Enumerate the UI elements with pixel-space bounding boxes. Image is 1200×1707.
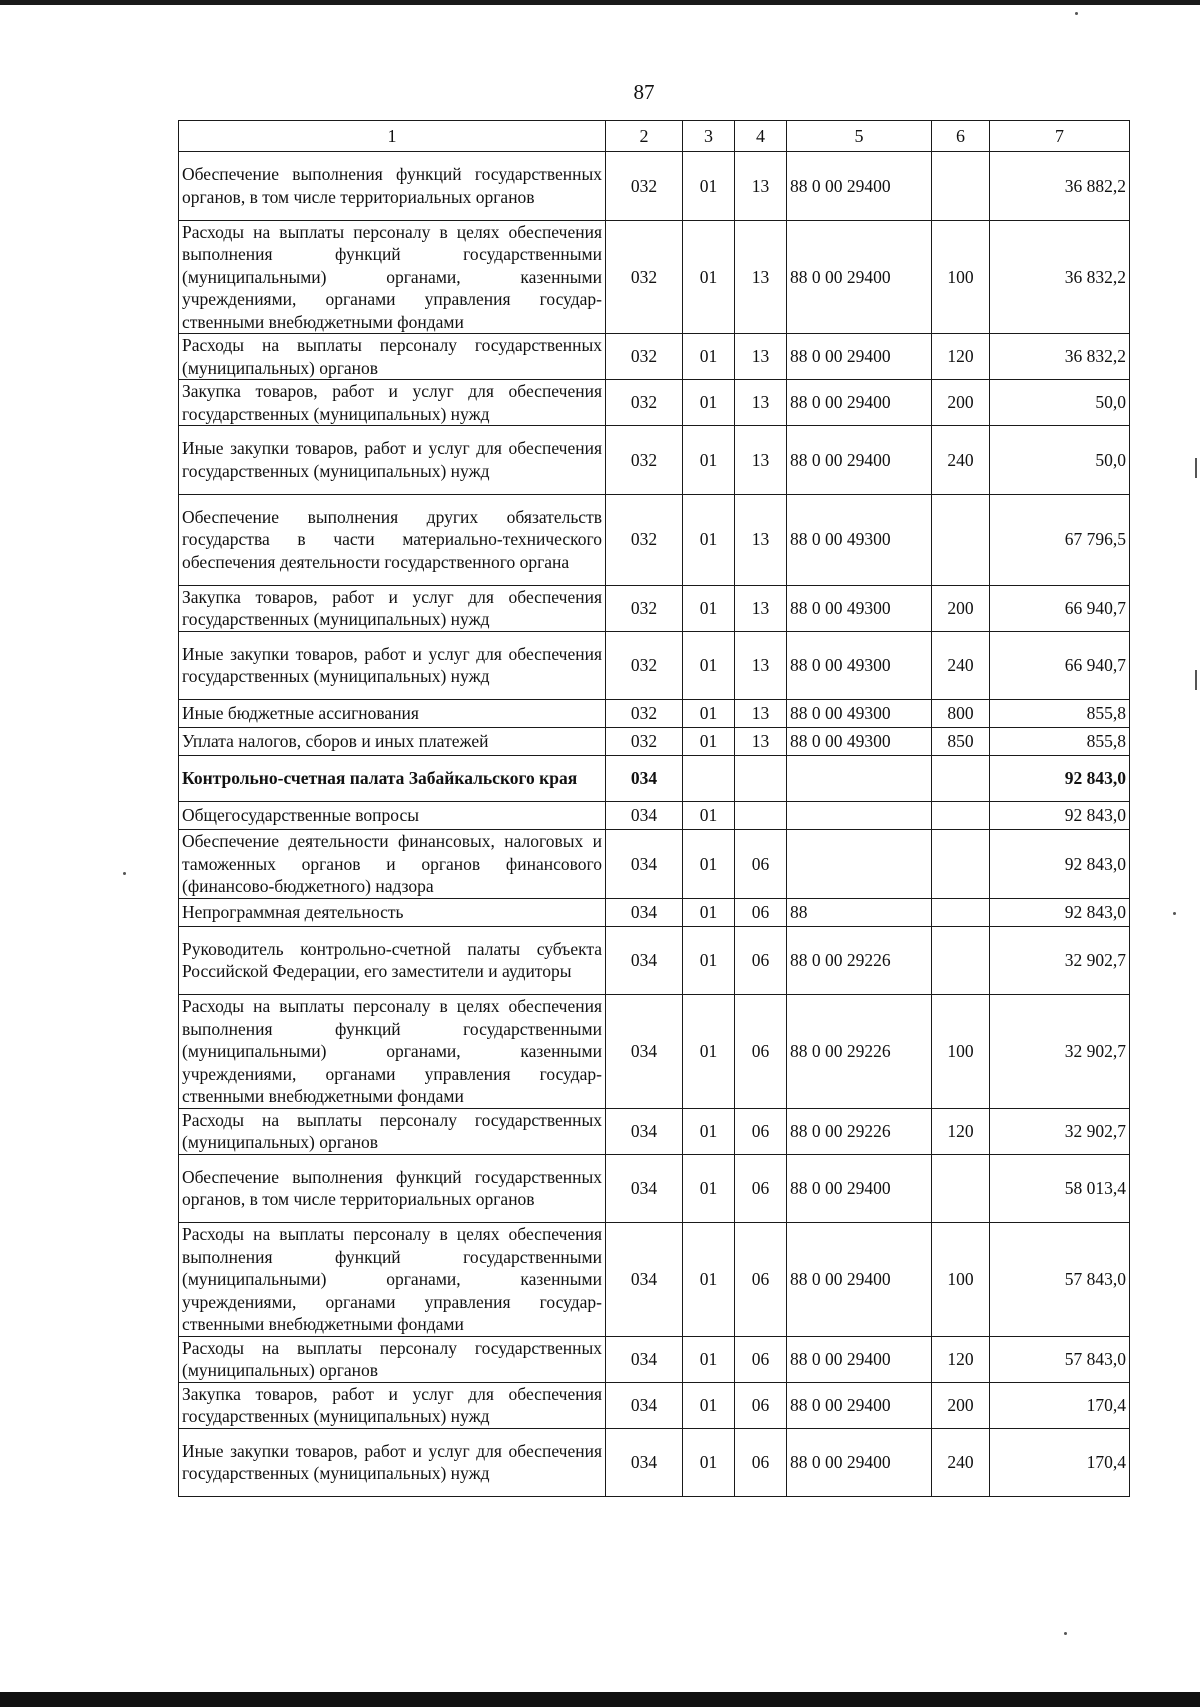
cell-amount: 50,0 (990, 426, 1130, 495)
cell-target-article: 88 0 00 49300 (787, 494, 932, 585)
cell-subsection: 06 (735, 1108, 787, 1154)
cell-code-admin: 034 (606, 1154, 683, 1223)
budget-table (178, 120, 1130, 1497)
table-row (179, 585, 1130, 631)
cell-code-admin: 032 (606, 494, 683, 585)
cell-subsection: 06 (735, 995, 787, 1109)
cell-code-admin: 034 (606, 1108, 683, 1154)
cell-target-article: 88 0 00 29226 (787, 995, 932, 1109)
cell-code-admin: 034 (606, 1382, 683, 1428)
cell-target-article: 88 0 00 29400 (787, 1336, 932, 1382)
cell-amount: 855,8 (990, 728, 1130, 756)
row-name: Расходы на выплаты персоналу в целях обеспечения выполнения функций государственными (муниципальными) органами, казенными учреждениями, органами управления государственными внебюджетными фондами (179, 995, 606, 1109)
cell-amount: 32 902,7 (990, 926, 1130, 995)
cell-section: 01 (683, 494, 735, 585)
cell-subsection: 06 (735, 1154, 787, 1223)
row-name: Закупка товаров, работ и услуг для обеспечения государственных (муниципальных) нужд (179, 585, 606, 631)
table-row (179, 926, 1130, 995)
cell-target-article: 88 0 00 29400 (787, 152, 932, 221)
cell-target-article: 88 0 00 29226 (787, 1108, 932, 1154)
table-row (179, 898, 1130, 926)
cell-amount: 66 940,7 (990, 631, 1130, 700)
cell-section: 01 (683, 152, 735, 221)
cell-expense-type (932, 756, 990, 802)
table-row (179, 830, 1130, 899)
row-name: Руководитель контрольно-счетной палаты субъекта Российской Федерации, его заместители и аудиторы (179, 926, 606, 995)
cell-amount: 50,0 (990, 380, 1130, 426)
cell-subsection: 06 (735, 830, 787, 899)
cell-code-admin: 034 (606, 926, 683, 995)
header-cell: 1 (179, 121, 606, 152)
cell-target-article: 88 0 00 29400 (787, 1154, 932, 1223)
cell-subsection: 13 (735, 585, 787, 631)
cell-expense-type (932, 494, 990, 585)
cell-section: 01 (683, 631, 735, 700)
cell-section: 01 (683, 830, 735, 899)
header-row (179, 121, 1130, 152)
page-number: 87 (633, 80, 655, 104)
cell-amount: 92 843,0 (990, 898, 1130, 926)
cell-code-admin: 032 (606, 728, 683, 756)
cell-expense-type: 200 (932, 585, 990, 631)
cell-amount: 66 940,7 (990, 585, 1130, 631)
row-name: Закупка товаров, работ и услуг для обеспечения государственных (муниципальных) нужд (179, 380, 606, 426)
cell-subsection: 06 (735, 898, 787, 926)
cell-code-admin: 034 (606, 1428, 683, 1497)
cell-section: 01 (683, 1336, 735, 1382)
cell-target-article: 88 0 00 49300 (787, 700, 932, 728)
cell-expense-type: 100 (932, 995, 990, 1109)
header-cell: 3 (683, 121, 735, 152)
cell-expense-type: 240 (932, 631, 990, 700)
cell-amount: 32 902,7 (990, 995, 1130, 1109)
cell-subsection: 13 (735, 220, 787, 334)
cell-section: 01 (683, 1382, 735, 1428)
cell-target-article: 88 (787, 898, 932, 926)
cell-subsection: 13 (735, 334, 787, 380)
cell-section (683, 756, 735, 802)
cell-section: 01 (683, 926, 735, 995)
scan-border-top (0, 0, 1200, 5)
cell-section: 01 (683, 220, 735, 334)
cell-section: 01 (683, 426, 735, 495)
row-name: Обеспечение выполнения других обязательств государства в части материально-технического обеспечения деятельности государственного органа (179, 494, 606, 585)
cell-section: 01 (683, 728, 735, 756)
cell-subsection: 13 (735, 426, 787, 495)
row-name: Расходы на выплаты персоналу в целях обеспечения выполнения функций государственными (муниципальными) органами, казенными учреждениями, органами управления государственными внебюджетными фондами (179, 220, 606, 334)
cell-expense-type (932, 830, 990, 899)
table-row (179, 494, 1130, 585)
cell-section: 01 (683, 380, 735, 426)
cell-subsection (735, 802, 787, 830)
cell-expense-type: 120 (932, 1336, 990, 1382)
cell-target-article: 88 0 00 29400 (787, 1382, 932, 1428)
cell-amount: 57 843,0 (990, 1223, 1130, 1337)
table-row (179, 334, 1130, 380)
table-row (179, 1223, 1130, 1337)
row-name: Общегосударственные вопросы (179, 802, 606, 830)
table-row (179, 1108, 1130, 1154)
row-name: Расходы на выплаты персоналу государственных (муниципальных) органов (179, 1108, 606, 1154)
cell-expense-type (932, 152, 990, 221)
cell-expense-type: 200 (932, 380, 990, 426)
cell-code-admin: 032 (606, 220, 683, 334)
cell-code-admin: 034 (606, 830, 683, 899)
scan-border-bottom (0, 1692, 1200, 1707)
cell-amount: 855,8 (990, 700, 1130, 728)
cell-subsection: 13 (735, 728, 787, 756)
header-cell: 4 (735, 121, 787, 152)
row-name: Иные закупки товаров, работ и услуг для обеспечения государственных (муниципальных) нужд (179, 426, 606, 495)
cell-section: 01 (683, 802, 735, 830)
row-name: Обеспечение деятельности финансовых, налоговых и таможенных органов и органов финансового (финансово-бюджетного) надзора (179, 830, 606, 899)
cell-subsection: 06 (735, 1336, 787, 1382)
table-row (179, 700, 1130, 728)
row-name: Уплата налогов, сборов и иных платежей (179, 728, 606, 756)
cell-code-admin: 034 (606, 1223, 683, 1337)
table-row (179, 426, 1130, 495)
cell-amount: 58 013,4 (990, 1154, 1130, 1223)
cell-subsection: 06 (735, 1428, 787, 1497)
row-name: Расходы на выплаты персоналу государственных (муниципальных) органов (179, 1336, 606, 1382)
cell-target-article: 88 0 00 29400 (787, 1428, 932, 1497)
row-name: Контрольно-счетная палата Забайкальского края (179, 756, 606, 802)
cell-code-admin: 034 (606, 802, 683, 830)
row-name: Иные закупки товаров, работ и услуг для обеспечения государственных (муниципальных) нужд (179, 631, 606, 700)
table-row (179, 756, 1130, 802)
table-body (179, 152, 1130, 1497)
cell-amount: 32 902,7 (990, 1108, 1130, 1154)
cell-code-admin: 032 (606, 585, 683, 631)
cell-expense-type (932, 926, 990, 995)
row-name: Иные закупки товаров, работ и услуг для обеспечения государственных (муниципальных) нужд (179, 1428, 606, 1497)
cell-target-article (787, 756, 932, 802)
cell-section: 01 (683, 700, 735, 728)
cell-code-admin: 032 (606, 700, 683, 728)
cell-subsection: 13 (735, 700, 787, 728)
cell-subsection: 13 (735, 380, 787, 426)
table-row (179, 631, 1130, 700)
cell-target-article: 88 0 00 49300 (787, 631, 932, 700)
cell-target-article: 88 0 00 29400 (787, 220, 932, 334)
row-name: Обеспечение выполнения функций государственных органов, в том числе территориальных органов (179, 152, 606, 221)
cell-target-article: 88 0 00 49300 (787, 585, 932, 631)
row-name: Расходы на выплаты персоналу в целях обеспечения выполнения функций государственными (муниципальными) органами, казенными учреждениями, органами управления государственными внебюджетными фондами (179, 1223, 606, 1337)
cell-amount: 92 843,0 (990, 802, 1130, 830)
cell-code-admin: 032 (606, 380, 683, 426)
cell-amount: 170,4 (990, 1382, 1130, 1428)
cell-amount: 36 832,2 (990, 220, 1130, 334)
cell-code-admin: 032 (606, 426, 683, 495)
cell-expense-type (932, 1154, 990, 1223)
cell-expense-type: 240 (932, 426, 990, 495)
cell-expense-type: 100 (932, 1223, 990, 1337)
table-row (179, 152, 1130, 221)
cell-section: 01 (683, 1223, 735, 1337)
cell-amount: 170,4 (990, 1428, 1130, 1497)
header-cell: 2 (606, 121, 683, 152)
cell-amount: 57 843,0 (990, 1336, 1130, 1382)
table-row (179, 1154, 1130, 1223)
cell-code-admin: 034 (606, 995, 683, 1109)
cell-section: 01 (683, 1108, 735, 1154)
table-row (179, 1428, 1130, 1497)
cell-target-article: 88 0 00 29400 (787, 426, 932, 495)
table-row (179, 728, 1130, 756)
table-row (179, 220, 1130, 334)
cell-target-article (787, 830, 932, 899)
cell-section: 01 (683, 995, 735, 1109)
table-row (179, 380, 1130, 426)
cell-target-article: 88 0 00 49300 (787, 728, 932, 756)
cell-code-admin: 032 (606, 152, 683, 221)
cell-amount: 92 843,0 (990, 830, 1130, 899)
cell-section: 01 (683, 334, 735, 380)
cell-subsection: 06 (735, 1382, 787, 1428)
cell-expense-type: 850 (932, 728, 990, 756)
row-name: Непрограммная деятельность (179, 898, 606, 926)
row-name: Расходы на выплаты персоналу государственных (муниципальных) органов (179, 334, 606, 380)
cell-section: 01 (683, 585, 735, 631)
cell-target-article: 88 0 00 29400 (787, 380, 932, 426)
cell-section: 01 (683, 1154, 735, 1223)
cell-code-admin: 032 (606, 631, 683, 700)
cell-expense-type: 200 (932, 1382, 990, 1428)
cell-target-article (787, 802, 932, 830)
cell-section: 01 (683, 1428, 735, 1497)
row-name: Иные бюджетные ассигнования (179, 700, 606, 728)
cell-expense-type (932, 802, 990, 830)
cell-amount: 36 832,2 (990, 334, 1130, 380)
header-cell: 5 (787, 121, 932, 152)
header-cell: 6 (932, 121, 990, 152)
cell-amount: 92 843,0 (990, 756, 1130, 802)
row-name: Обеспечение выполнения функций государственных органов, в том числе территориальных органов (179, 1154, 606, 1223)
cell-code-admin: 032 (606, 334, 683, 380)
cell-subsection: 13 (735, 631, 787, 700)
cell-subsection: 06 (735, 1223, 787, 1337)
table-row (179, 1382, 1130, 1428)
cell-expense-type: 120 (932, 1108, 990, 1154)
cell-expense-type: 120 (932, 334, 990, 380)
row-name: Закупка товаров, работ и услуг для обеспечения государственных (муниципальных) нужд (179, 1382, 606, 1428)
cell-code-admin: 034 (606, 1336, 683, 1382)
cell-subsection: 06 (735, 926, 787, 995)
table-row (179, 995, 1130, 1109)
cell-expense-type: 100 (932, 220, 990, 334)
cell-subsection (735, 756, 787, 802)
cell-expense-type: 240 (932, 1428, 990, 1497)
cell-target-article: 88 0 00 29226 (787, 926, 932, 995)
cell-target-article: 88 0 00 29400 (787, 1223, 932, 1337)
cell-amount: 67 796,5 (990, 494, 1130, 585)
cell-target-article: 88 0 00 29400 (787, 334, 932, 380)
cell-code-admin: 034 (606, 898, 683, 926)
cell-expense-type (932, 898, 990, 926)
cell-amount: 36 882,2 (990, 152, 1130, 221)
cell-subsection: 13 (735, 152, 787, 221)
cell-subsection: 13 (735, 494, 787, 585)
table-row (179, 1336, 1130, 1382)
cell-section: 01 (683, 898, 735, 926)
table-row (179, 802, 1130, 830)
cell-code-admin: 034 (606, 756, 683, 802)
header-cell: 7 (990, 121, 1130, 152)
cell-expense-type: 800 (932, 700, 990, 728)
